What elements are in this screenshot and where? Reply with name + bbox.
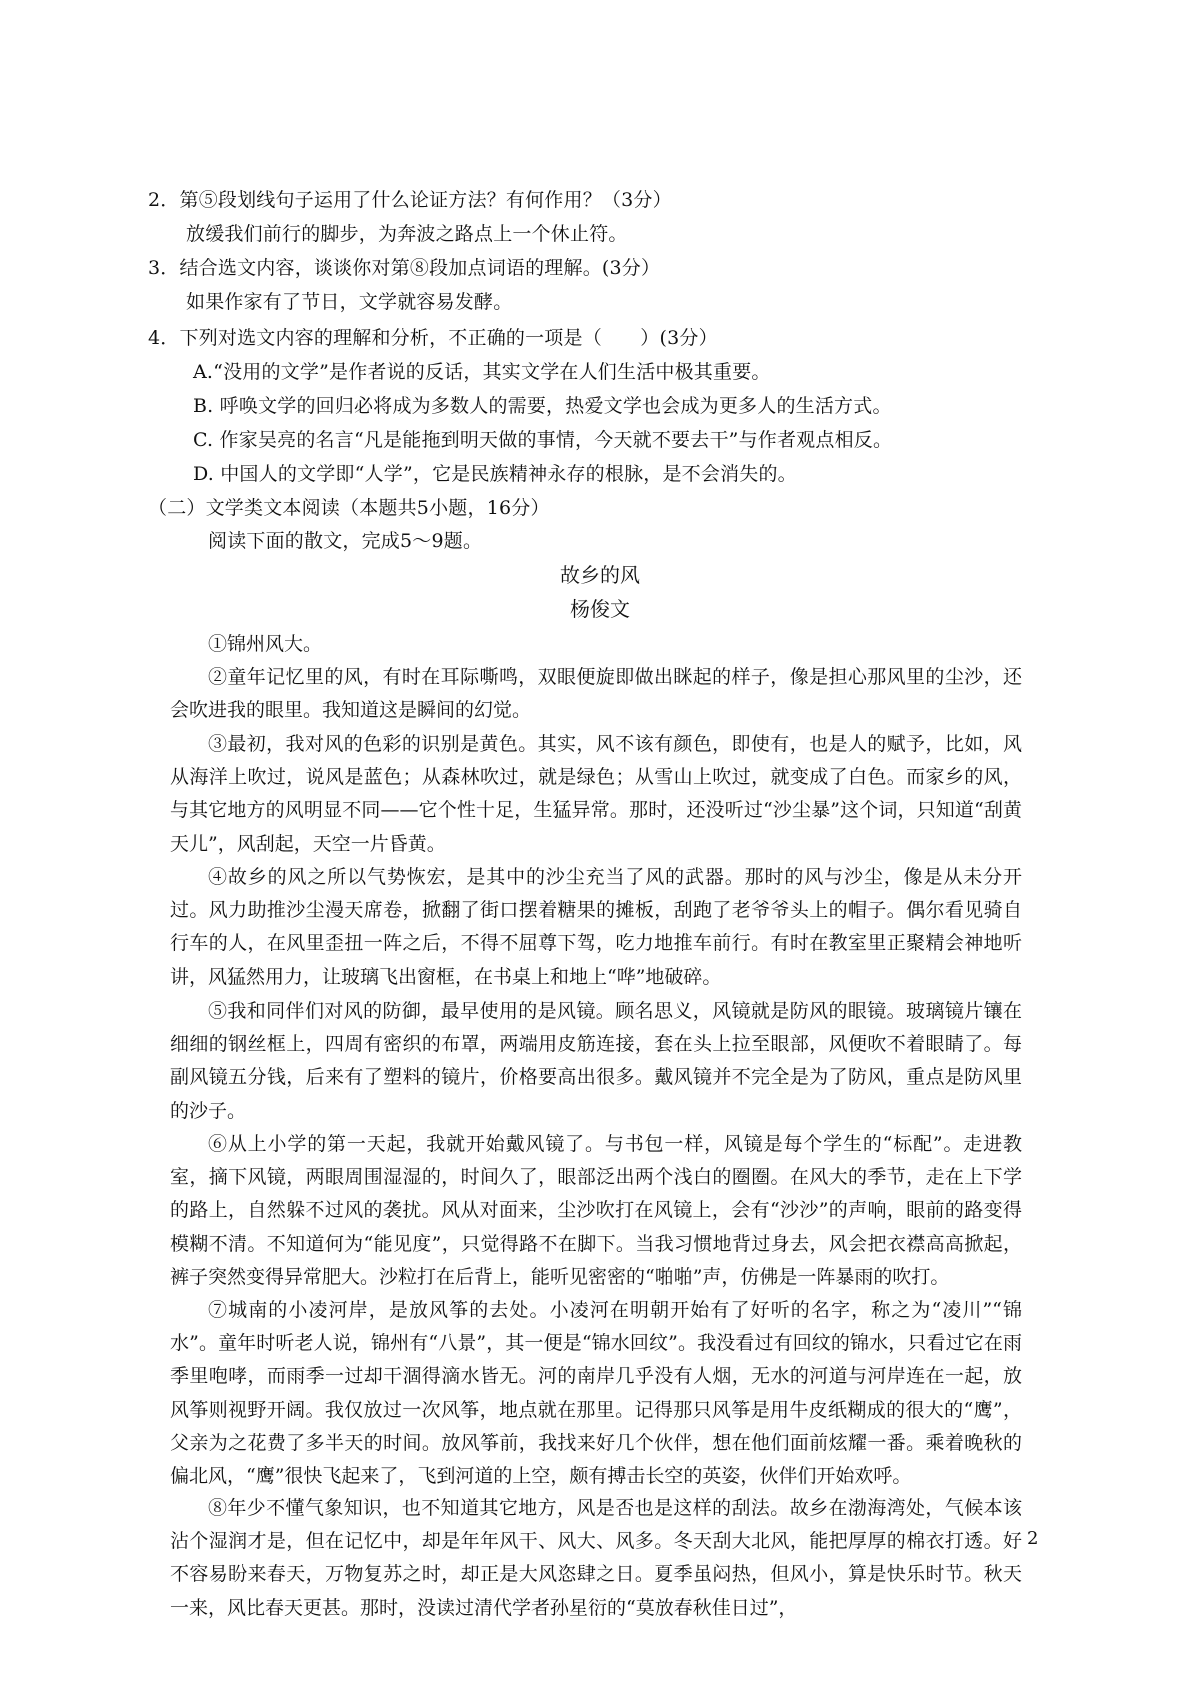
- article-author: 杨俊文: [570, 597, 630, 621]
- section-heading: （二）文学类文本阅读（本题共5小题，16分）: [148, 497, 550, 519]
- question-4-option-a: A.“没用的文学”是作者说的反话，其实文学在人们生活中极其重要。: [193, 361, 771, 383]
- question-3-prompt: 3．结合选文内容，谈谈你对第⑧段加点词语的理解。(3分）: [148, 257, 661, 279]
- question-4-option-b: B. 呼唤文学的回归必将成为多数人的需要，热爱文学也会成为更多人的生活方式。: [193, 395, 892, 417]
- article-paragraph-5: ⑤我和同伴们对风的防御，最早使用的是风镜。顾名思义，风镜就是防风的眼镜。玻璃镜片镶在细细的钢丝框上，四周有密织的布罩，两端用皮筋连接，套在头上拉至眼部，风便吹不着眼睛了。每副风镜五分钱，后来有了塑料的镜片，价格要高出很多。戴风镜并不完全是为了防风，重点是防风里的沙子。: [170, 1000, 1022, 1122]
- article-paragraph-4: ④故乡的风之所以气势恢宏，是其中的沙尘充当了风的武器。那时的风与沙尘，像是从未分开过。风力助推沙尘漫天席卷，掀翻了街口摆着糖果的摊板，刮跑了老爷爷头上的帽子。偶尔看见骑自行车的人，在风里歪扭一阵之后，不得不屈尊下驾，吃力地推车前行。有时在教室里正聚精会神地听讲，风猛然用力，让玻璃飞出窗框，在书桌上和地上“哗”地破碎。: [170, 866, 1022, 988]
- article-paragraph-8: ⑧年少不懂气象知识，也不知道其它地方，风是否也是这样的刮法。故乡在渤海湾处，气候本该沾个湿润才是，但在记忆中，却是年年风干、风大、风多。冬天刮大北风，能把厚厚的棉衣打透。好不容易盼来春天，万物复苏之时，却正是大风恣肆之日。夏季虽闷热，但风小，算是快乐时节。秋天一来，风比春天更甚。那时，没读过清代学者孙星衍的“莫放春秋佳日过”，: [170, 1497, 1022, 1619]
- question-2-quote: 放缓我们前行的脚步，为奔波之路点上一个休止符。: [186, 223, 628, 245]
- question-4-option-c: C. 作家吴亮的名言“凡是能拖到明天做的事情，今天就不要去干”与作者观点相反。: [193, 429, 893, 451]
- article-paragraph-2: ②童年记忆里的风，有时在耳际嘶鸣，双眼便旋即做出眯起的样子，像是担心那风里的尘沙，还会吹进我的眼里。我知道这是瞬间的幻觉。: [170, 666, 1022, 722]
- article-paragraph-6: ⑥从上小学的第一天起，我就开始戴风镜了。与书包一样，风镜是每个学生的“标配”。走进教室，摘下风镜，两眼周围湿湿的，时间久了，眼部泛出两个浅白的圈圈。在风大的季节，走在上下学的路上，自然躲不过风的袭扰。风从对面来，尘沙吹打在风镜上，会有“沙沙”的声响，眼前的路变得模糊不清。不知道何为“能见度”，只觉得路不在脚下。当我习惯地背过身去，风会把衣襟高高掀起，裤子突然变得异常肥大。沙粒打在后背上，能听见密密的“啪啪”声，仿佛是一阵暴雨的吹打。: [170, 1133, 1022, 1288]
- section-instruction: 阅读下面的散文，完成5～9题。: [208, 530, 483, 552]
- page-number: 2: [1027, 1528, 1039, 1549]
- question-3-quote: 如果作家有了节日，文学就容易发酵。: [186, 291, 513, 313]
- question-2-prompt: 2．第⑤段划线句子运用了什么论证方法？有何作用？（3分）: [148, 189, 672, 211]
- question-4-option-d: D. 中国人的文学即“人学”，它是民族精神永存的根脉，是不会消失的。: [193, 463, 797, 485]
- article-paragraph-3: ③最初，我对风的色彩的识别是黄色。其实，风不该有颜色，即使有，也是人的赋予，比如，风从海洋上吹过，说风是蓝色；从森林吹过，就是绿色；从雪山上吹过，就变成了白色。而家乡的风，与其它地方的风明显不同——它个性十足，生猛异常。那时，还没听过“沙尘暴”这个词，只知道“刮黄天儿”，风刮起，天空一片昏黄。: [170, 733, 1022, 855]
- article-title: 故乡的风: [560, 563, 640, 587]
- article-paragraph-7: ⑦城南的小凌河岸，是放风筝的去处。小凌河在明朝开始有了好听的名字，称之为“凌川”“锦水”。童年时听老人说，锦州有“八景”，其一便是“锦水回纹”。我没看过有回纹的锦水，只看过它在雨季里咆哮，而雨季一过却干涸得滴水皆无。河的南岸几乎没有人烟，无水的河道与河岸连在一起，放风筝则视野开阔。我仅放过一次风筝，地点就在那里。记得那只风筝是用牛皮纸糊成的很大的“鹰”，父亲为之花费了多半天的时间。放风筝前，我找来好几个伙伴，想在他们面前炫耀一番。乘着晚秋的偏北风，“鹰”很快飞起来了，飞到河道的上空，颇有搏击长空的英姿，伙伴们开始欢呼。: [170, 1299, 1022, 1488]
- question-4-prompt: 4．下列对选文内容的理解和分析，不正确的一项是（ ）(3分）: [148, 327, 718, 349]
- article-paragraph-1: ①锦州风大。: [208, 633, 323, 655]
